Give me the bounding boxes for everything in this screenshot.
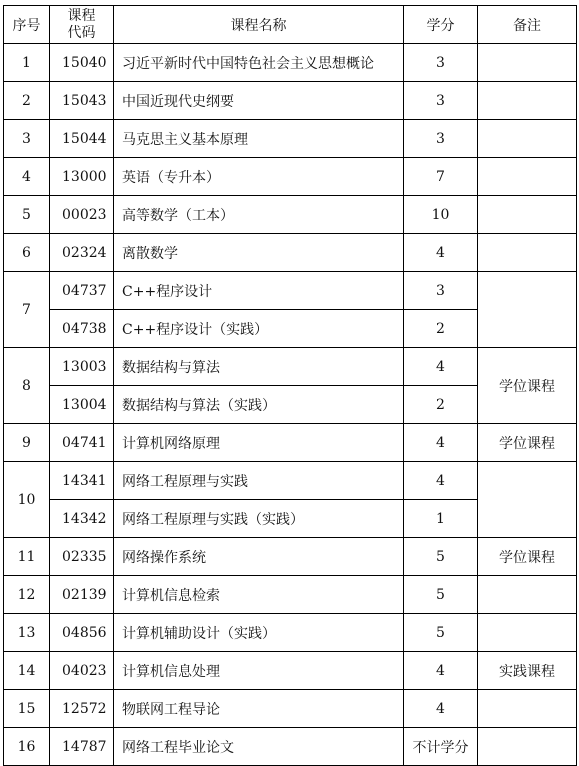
course-code: 04738	[50, 310, 114, 348]
course-name: 网络工程原理与实践（实践）	[114, 500, 404, 538]
row-no: 15	[4, 690, 50, 728]
table-row	[4, 728, 577, 766]
row-no: 13	[4, 614, 50, 652]
course-code: 15040	[50, 44, 114, 82]
course-note	[478, 82, 577, 120]
header-code-line1: 课程	[67, 7, 96, 24]
course-code: 14342	[50, 500, 114, 538]
course-code: 02324	[50, 234, 114, 272]
course-note	[478, 120, 577, 158]
course-credit: 4	[404, 348, 478, 386]
course-name: 计算机辅助设计（实践）	[114, 614, 404, 652]
table-row	[4, 120, 577, 158]
table-row	[4, 158, 577, 196]
row-no: 2	[4, 82, 50, 120]
table-row	[4, 348, 577, 386]
course-name: 计算机信息检索	[114, 576, 404, 614]
course-code: 02139	[50, 576, 114, 614]
table-row	[4, 690, 577, 728]
row-no: 3	[4, 120, 50, 158]
table-row	[4, 424, 577, 462]
course-note	[478, 614, 577, 652]
course-code: 00023	[50, 196, 114, 234]
header-credit: 学分	[404, 6, 478, 44]
course-name: C++程序设计	[114, 272, 404, 310]
course-credit: 4	[404, 234, 478, 272]
course-name: 网络操作系统	[114, 538, 404, 576]
course-note	[478, 44, 577, 82]
course-note	[478, 728, 577, 766]
course-code: 12572	[50, 690, 114, 728]
row-no: 1	[4, 44, 50, 82]
course-credit: 4	[404, 462, 478, 500]
course-note	[478, 196, 577, 234]
course-credit: 10	[404, 196, 478, 234]
course-name: 物联网工程导论	[114, 690, 404, 728]
course-note: 学位课程	[478, 538, 577, 576]
course-credit: 4	[404, 424, 478, 462]
course-code: 13000	[50, 158, 114, 196]
table-row	[4, 272, 577, 310]
course-note	[478, 462, 577, 538]
course-note	[478, 234, 577, 272]
course-note	[478, 272, 577, 348]
course-table	[3, 5, 577, 766]
course-credit: 2	[404, 310, 478, 348]
header-row	[4, 6, 577, 44]
course-note	[478, 576, 577, 614]
course-name: 中国近现代史纲要	[114, 82, 404, 120]
table-row	[4, 82, 577, 120]
table-row	[4, 614, 577, 652]
course-note: 学位课程	[478, 424, 577, 462]
table-row	[4, 576, 577, 614]
course-code: 13003	[50, 348, 114, 386]
course-credit: 不计学分	[404, 728, 478, 766]
course-name: 马克思主义基本原理	[114, 120, 404, 158]
course-credit: 3	[404, 120, 478, 158]
row-no: 12	[4, 576, 50, 614]
course-note	[478, 158, 577, 196]
course-name: 计算机网络原理	[114, 424, 404, 462]
course-code: 04741	[50, 424, 114, 462]
course-code: 13004	[50, 386, 114, 424]
row-no: 7	[4, 272, 50, 348]
course-name: 网络工程毕业论文	[114, 728, 404, 766]
course-credit: 3	[404, 44, 478, 82]
row-no: 4	[4, 158, 50, 196]
course-code: 15043	[50, 82, 114, 120]
row-no: 16	[4, 728, 50, 766]
row-no: 9	[4, 424, 50, 462]
course-credit: 5	[404, 576, 478, 614]
course-credit: 5	[404, 614, 478, 652]
course-credit: 3	[404, 272, 478, 310]
course-credit: 3	[404, 82, 478, 120]
course-name: 数据结构与算法	[114, 348, 404, 386]
row-no: 14	[4, 652, 50, 690]
course-code: 04856	[50, 614, 114, 652]
course-code: 15044	[50, 120, 114, 158]
course-credit: 1	[404, 500, 478, 538]
course-credit: 2	[404, 386, 478, 424]
course-note: 实践课程	[478, 652, 577, 690]
row-no: 8	[4, 348, 50, 424]
course-credit: 4	[404, 652, 478, 690]
course-note: 学位课程	[478, 348, 577, 424]
header-code-line2: 代码	[67, 24, 96, 41]
header-name: 课程名称	[114, 6, 404, 44]
course-name: 计算机信息处理	[114, 652, 404, 690]
course-code: 02335	[50, 538, 114, 576]
table-row	[4, 462, 577, 500]
course-name: 网络工程原理与实践	[114, 462, 404, 500]
row-no: 5	[4, 196, 50, 234]
course-name: 习近平新时代中国特色社会主义思想概论	[114, 44, 404, 82]
row-no: 10	[4, 462, 50, 538]
table-row	[4, 234, 577, 272]
course-name: C++程序设计（实践）	[114, 310, 404, 348]
table-row	[4, 44, 577, 82]
course-code: 14787	[50, 728, 114, 766]
course-code: 04023	[50, 652, 114, 690]
course-credit: 4	[404, 690, 478, 728]
course-credit: 5	[404, 538, 478, 576]
course-code: 04737	[50, 272, 114, 310]
course-name: 英语（专升本）	[114, 158, 404, 196]
table-row	[4, 196, 577, 234]
course-note	[478, 690, 577, 728]
row-no: 11	[4, 538, 50, 576]
course-name: 数据结构与算法（实践）	[114, 386, 404, 424]
header-note: 备注	[478, 6, 577, 44]
course-name: 离散数学	[114, 234, 404, 272]
course-credit: 7	[404, 158, 478, 196]
table-row	[4, 652, 577, 690]
header-no: 序号	[4, 6, 50, 44]
course-code: 14341	[50, 462, 114, 500]
row-no: 6	[4, 234, 50, 272]
table-row	[4, 538, 577, 576]
course-name: 高等数学（工本）	[114, 196, 404, 234]
header-code	[50, 6, 114, 44]
